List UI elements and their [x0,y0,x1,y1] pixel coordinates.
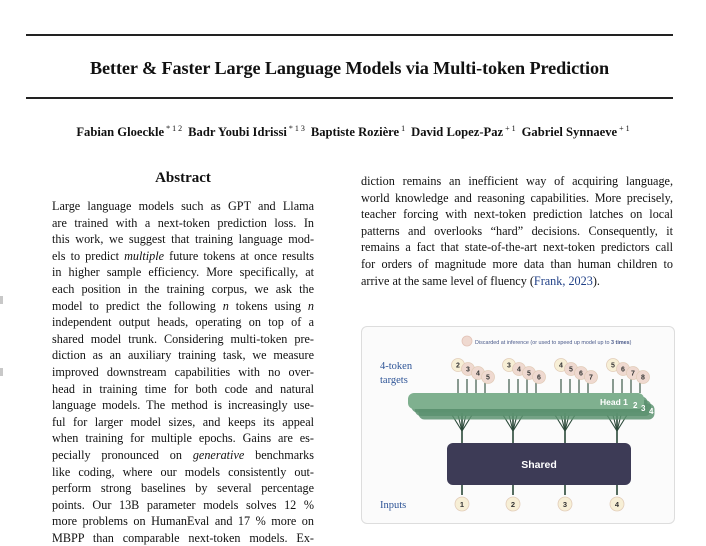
author-list [0,124,706,140]
legend-swatch [462,336,472,346]
text-line: this work, we suggest that training language mod- [52,232,314,247]
author-name-text: Badr Youbi Idrissi [188,125,287,139]
citation-link[interactable]: Frank, 2023 [533,273,593,288]
margin-mark [0,296,3,304]
text-line: are trained with a next-token prediction loss. In [52,215,314,230]
target-token-label: 3 [507,362,511,370]
inputs-label: Inputs [380,500,407,511]
author-affiliation-marks: + 1 [505,124,516,133]
text-line: arrive at the same level of fluency (Frank, 2023). [361,273,600,288]
text-line: remains a fact that state-of-the-art next-token predictors call [361,240,673,255]
author-name-text: Gabriel Synnaeve [521,125,618,139]
author-name [188,125,305,139]
text-line: each position in the training corpus, we ask the [52,281,314,296]
target-token-label: 4 [517,366,521,374]
abstract-body [52,198,314,546]
target-token-label: 5 [569,366,573,374]
author-name [311,125,405,139]
text-line: more problems on HumanEval and 17 % more on [52,514,314,529]
text-line: when training for multiple epochs. Gains are es- [52,431,314,446]
abstract-heading: Abstract [155,170,211,186]
text-line: pecially pronounced on generative benchmarks [52,447,314,462]
text-line: head in training time for both code and natural [52,381,314,396]
architecture-diagram [362,327,674,523]
head-number: 2 [633,401,638,410]
target-token-label: 5 [527,370,531,378]
author-name [522,125,630,139]
architecture-figure [361,326,675,524]
text-line: for orders of magnitude more data than human children to [361,256,673,271]
target-token-label: 4 [559,362,563,370]
head-number: 4 [649,407,654,416]
legend-text-emphasis: 3 times [611,340,630,346]
targets-label: targets [380,375,408,386]
target-token-label: 6 [579,370,583,378]
text-line: patterns and overlooks “hard” decisions. Consequently, it [361,223,673,238]
author-name [411,125,516,139]
input-token-label: 2 [510,500,516,509]
text-line: language models. The method is increasingly use- [52,398,314,413]
author-name [76,125,182,139]
target-token-label: 6 [537,374,541,382]
text-line: ful for larger model sizes, and keeps its appeal [52,414,314,429]
text-line: model to predict the following n tokens using n [52,298,315,313]
emphasis: generative [192,447,245,462]
text-line: Large language models such as GPT and Llama [52,199,314,213]
author-affiliation-marks: + 1 [619,124,630,133]
paper-title: Better & Faster Large Language Models via Multi-token Prediction [90,58,609,78]
intro-paragraph [361,173,673,289]
author-name-text: David Lopez-Paz [411,125,504,139]
targets-label: 4-token [380,361,413,372]
input-token-label: 4 [614,500,620,509]
legend-text-main: Discarded at inference (or used to speed up model up to [475,340,612,346]
author-name-text: Baptiste Rozière [310,125,400,139]
target-token-label: 3 [466,366,470,374]
emphasis: n [222,298,229,313]
text-line: els to predict multiple future tokens at once results [52,248,315,263]
emphasis: multiple [124,248,165,263]
target-token-label: 7 [589,374,593,382]
trunk-label: Shared [521,459,557,471]
target-token-label: 7 [631,370,635,378]
text-line: diction remains an inefficient way of acquiring language, [361,174,673,188]
legend-text [475,340,632,346]
emphasis: n [307,298,315,313]
margin-mark [0,368,3,376]
target-token-label: 4 [476,370,480,378]
author-name-text: Fabian Gloeckle [76,125,165,139]
text-line: world knowledge and reasoning capabilities. More precisely, [361,190,673,205]
text-line: teacher forcing with next-token prediction latches on local [361,207,673,222]
text-line: shared model trunk. Considering multi-token pre- [52,331,314,346]
text-line: like coding, where our models consistently out- [52,464,314,479]
target-token-label: 5 [611,362,615,370]
text-line: perform strong baselines by several percentage [52,481,314,496]
input-token-label: 1 [459,500,465,509]
target-token-label: 6 [621,366,625,374]
author-affiliation-marks: * 1 3 [288,124,305,133]
text-line: diction as an auxiliary training task, we measure [52,348,314,363]
text-line: independent output heads, operating on top of a [52,315,314,330]
text-line: points. Our 13B parameter models solves 12 % [52,497,314,512]
target-token-label: 2 [456,362,460,370]
text-line: improved downstream capabilities with no over- [52,364,314,379]
legend-text-close: ) [629,340,632,346]
text-line: MBPP than comparable next-token models. Ex- [52,530,314,545]
target-token-label: 5 [486,374,490,382]
input-token-label: 3 [562,500,568,509]
bottom-title-rule [26,97,673,99]
target-token-label: 8 [641,374,645,382]
text-line: in higher sample efficiency. More specifically, at [52,265,314,280]
top-rule [26,34,673,36]
author-affiliation-marks: 1 [401,124,406,133]
author-affiliation-marks: * 1 2 [166,124,183,133]
head-number: 3 [641,404,646,413]
head-label: Head 1 [600,397,628,407]
